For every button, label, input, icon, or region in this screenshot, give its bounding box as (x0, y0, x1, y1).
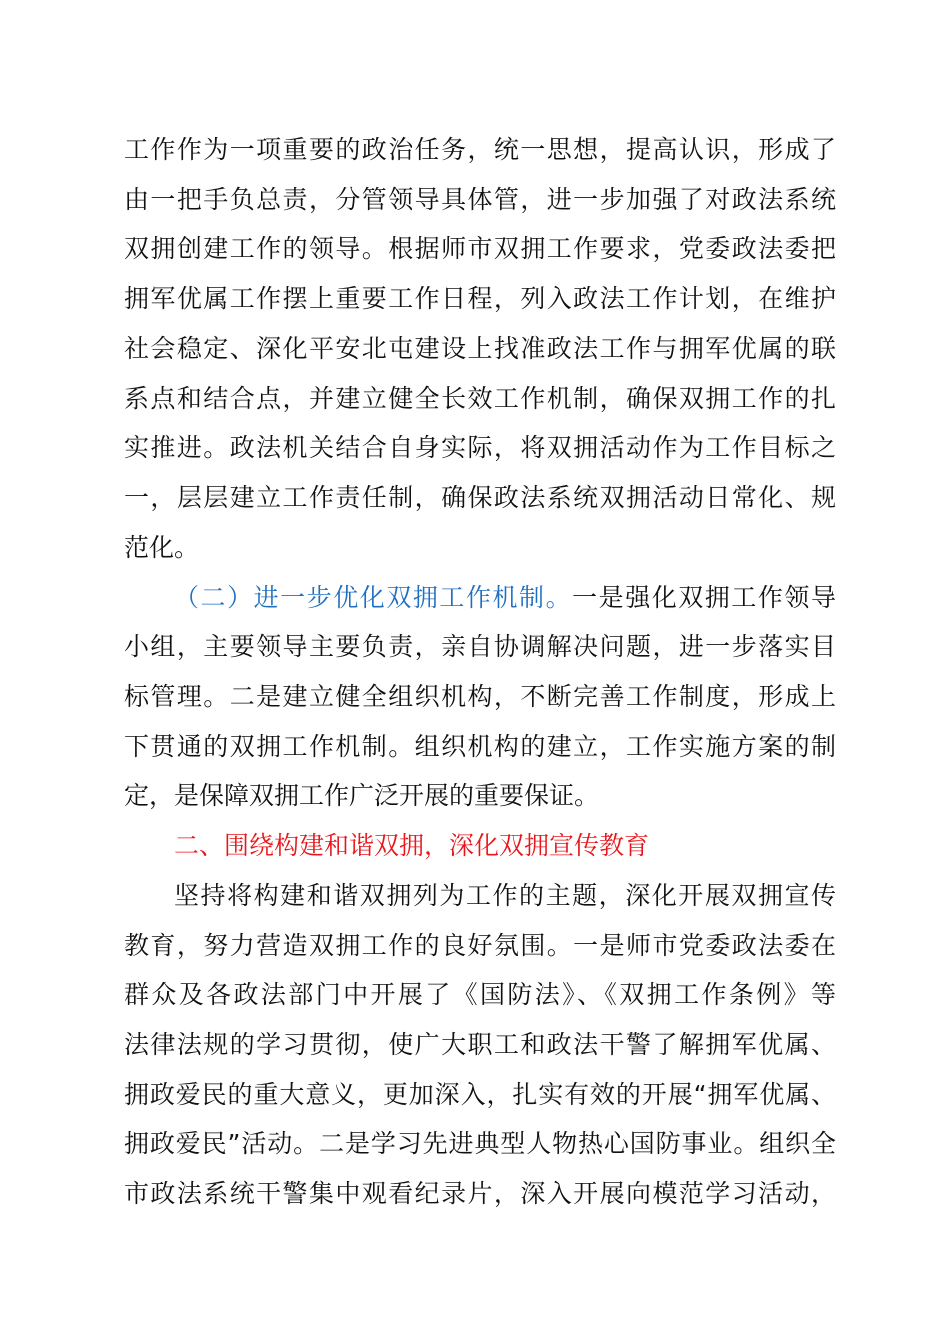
paragraph-2-line-1-rest: 一是强化双拥工作领导 (572, 583, 836, 612)
paragraph-1-line-3: 双拥创建工作的领导。根据师市双拥工作要求，党委政法委把 (124, 234, 836, 263)
paragraph-3-line-7: 市政法系统干警集中观看纪录片，深入开展向模范学习活动， (124, 1179, 836, 1208)
paragraph-1-line-1: 工作作为一项重要的政治任务，统一思想，提高认识，形成了 (124, 135, 836, 164)
paragraph-2-line-1 (174, 578, 836, 618)
paragraph-3-line-4: 法律法规的学习贯彻，使广大职工和政法干警了解拥军优属、 (124, 1030, 836, 1059)
paragraph-3-line-6: 拥政爱民”活动。二是学习先进典型人物热心国防事业。组织全 (124, 1129, 836, 1158)
paragraph-2-line-3: 标管理。二是建立健全组织机构，不断完善工作制度，形成上 (124, 682, 836, 711)
subheading-mechanism: （二）进一步优化双拥工作机制。 (174, 583, 573, 612)
paragraph-1-line-4: 拥军优属工作摆上重要工作日程，列入政法工作计划，在维护 (124, 284, 836, 313)
paragraph-1-line-7: 实推进。政法机关结合自身实际，将双拥活动作为工作目标之 (124, 433, 836, 462)
paragraph-1-line-2: 由一把手负总责，分管领导具体管，进一步加强了对政法系统 (124, 185, 836, 214)
paragraph-3-line-5: 拥政爱民的重大意义，更加深入，扎实有效的开展“拥军优属、 (124, 1080, 836, 1109)
paragraph-3-line-2: 教育，努力营造双拥工作的良好氛围。一是师市党委政法委在 (124, 931, 836, 960)
paragraph-1-line-9: 范化。 (124, 533, 200, 562)
paragraph-2-line-4: 下贯通的双拥工作机制。组织机构的建立，工作实施方案的制 (124, 732, 836, 761)
paragraph-3-line-1: 坚持将构建和谐双拥列为工作的主题，深化开展双拥宣传 (174, 881, 836, 910)
paragraph-1-line-6: 系点和结合点，并建立健全长效工作机制，确保双拥工作的扎 (124, 384, 836, 413)
section-heading: 二、围绕构建和谐双拥，深化双拥宣传教育 (174, 831, 650, 860)
paragraph-2-line-5: 定，是保障双拥工作广泛开展的重要保证。 (124, 781, 600, 810)
paragraph-1-line-5: 社会稳定、深化平安北屯建设上找准政法工作与拥军优属的联 (124, 334, 836, 363)
paragraph-3-line-3: 群众及各政法部门中开展了《国防法》、《双拥工作条例》等 (124, 980, 836, 1009)
paragraph-1-line-8: 一，层层建立工作责任制，确保政法系统双拥活动日常化、规 (124, 483, 836, 512)
paragraph-2-line-2: 小组，主要领导主要负责，亲自协调解决问题，进一步落实目 (124, 632, 836, 661)
